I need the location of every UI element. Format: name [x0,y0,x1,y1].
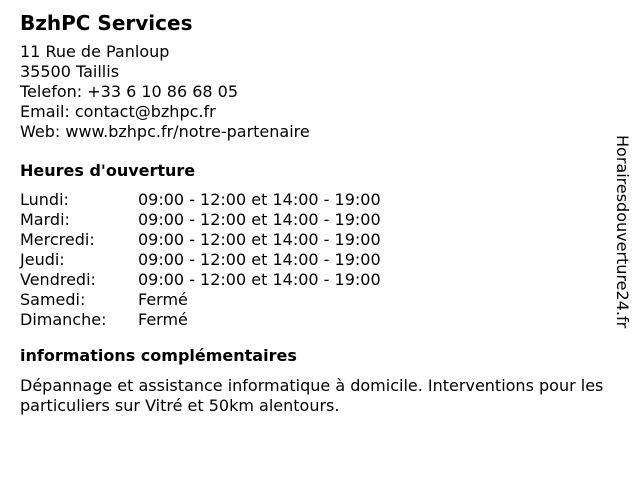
day-label: Dimanche: [20,310,107,329]
day-hours: 09:00 - 12:00 et 14:00 - 19:00 [138,210,381,229]
opening-hours-heading: Heures d'ouverture [20,161,196,180]
day-hours: 09:00 - 12:00 et 14:00 - 19:00 [138,250,381,269]
day-label: Samedi: [20,290,86,309]
additional-info-text: Dépannage et assistance informatique à domicile. Interventions pour les particuliers sur Vitré et 50km alentours. [20,376,604,415]
hours-row-saturday [20,290,381,310]
email-line[interactable]: Email: contact@bzhpc.fr [20,102,216,121]
business-card [20,10,620,416]
hours-row-wednesday [20,230,381,250]
hours-row-monday [20,190,381,210]
day-hours: 09:00 - 12:00 et 14:00 - 19:00 [138,230,381,249]
hours-row-thursday [20,250,381,270]
address-city: 35500 Taillis [20,62,120,81]
day-hours: Fermé [138,290,188,309]
day-hours: 09:00 - 12:00 et 14:00 - 19:00 [138,270,381,289]
additional-info-heading: informations complémentaires [20,346,297,365]
day-hours: Fermé [138,310,188,329]
site-watermark: Horairesdouverture24.fr [613,135,632,329]
day-label: Mercredi: [20,230,95,249]
day-label: Lundi: [20,190,69,209]
web-line[interactable]: Web: www.bzhpc.fr/notre-partenaire [20,122,310,141]
business-name: BzhPC Services [20,11,193,35]
day-label: Vendredi: [20,270,96,289]
opening-hours-table [20,190,381,330]
phone-line[interactable]: Telefon: +33 6 10 86 68 05 [20,82,239,101]
hours-row-friday [20,270,381,290]
day-hours: 09:00 - 12:00 et 14:00 - 19:00 [138,190,381,209]
hours-row-tuesday [20,210,381,230]
hours-row-sunday [20,310,381,330]
day-label: Jeudi: [20,250,65,269]
day-label: Mardi: [20,210,70,229]
address-street: 11 Rue de Panloup [20,42,170,61]
